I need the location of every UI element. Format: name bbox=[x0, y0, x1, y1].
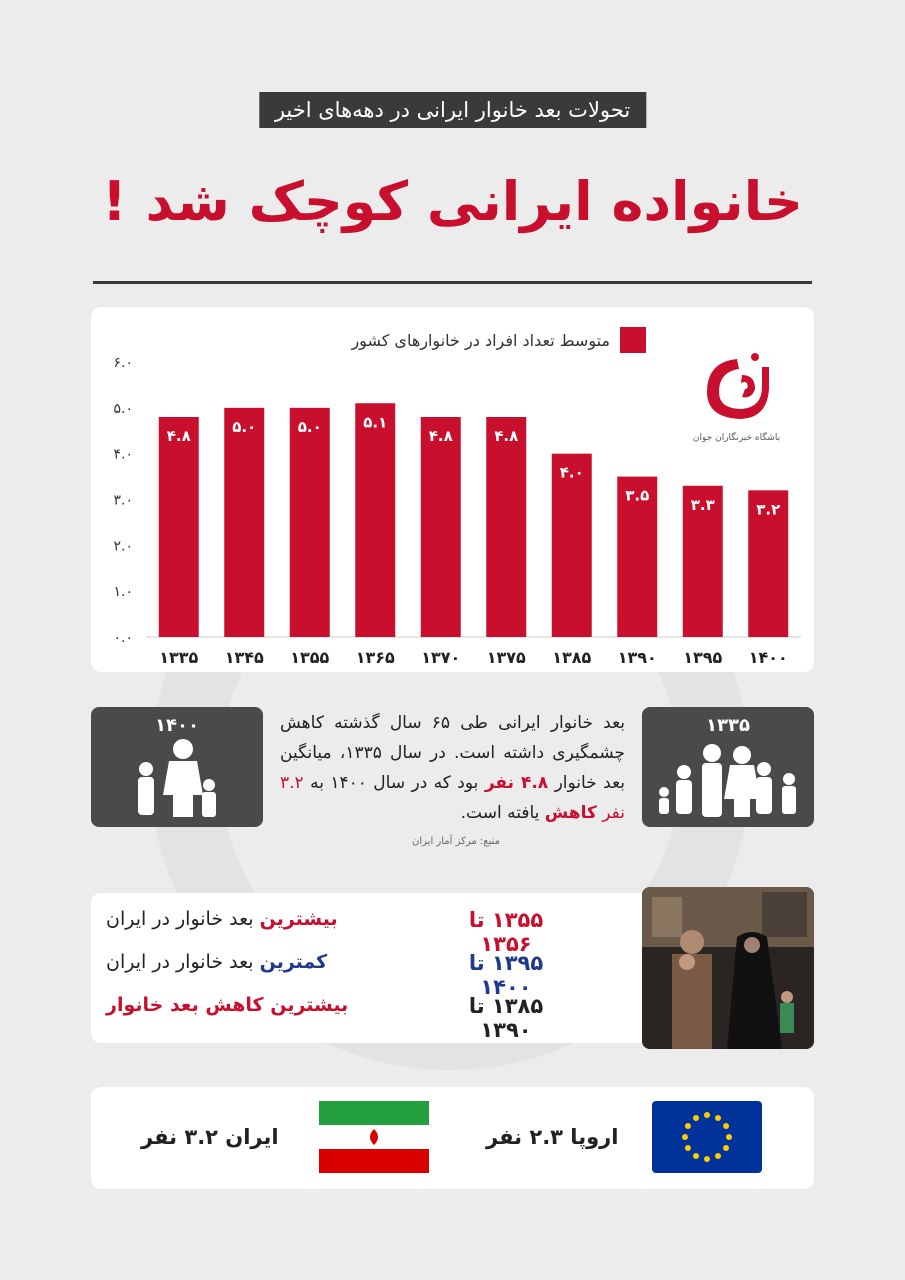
y-tick-label: ۵.۰ bbox=[113, 400, 133, 417]
fact-label: کمترین بعد خانوار در ایران bbox=[106, 951, 328, 973]
eu-star-icon bbox=[704, 1112, 710, 1118]
yjc-logo-icon bbox=[697, 347, 777, 427]
page-title: خانواده ایرانی کوچک شد ! bbox=[102, 170, 803, 233]
eu-star-icon bbox=[682, 1134, 688, 1140]
x-tick-label: ۱۳۴۵ bbox=[224, 648, 264, 667]
bar-value-label: ۵.۱ bbox=[363, 413, 388, 432]
title-divider bbox=[93, 281, 812, 284]
desc-value-1400: ۳.۲ نفر bbox=[280, 773, 625, 823]
small-family-icon bbox=[91, 707, 263, 827]
bar-value-label: ۳.۲ bbox=[756, 500, 781, 519]
logo-text: باشگاه خبرنگاران جوان bbox=[692, 433, 781, 443]
desc-value-1335: ۴.۸ نفر bbox=[484, 773, 549, 793]
chart-title: متوسط تعداد افراد در خانوارهای کشور bbox=[351, 330, 610, 350]
fact-range: ۱۳۵۵ تا ۱۳۵۶ bbox=[468, 908, 544, 956]
panel-1335 bbox=[642, 707, 814, 827]
fact-label: بیشترین بعد خانوار در ایران bbox=[106, 908, 338, 930]
source-note: منبع: مرکز آمار ایران bbox=[412, 836, 500, 847]
eu-flag-icon bbox=[652, 1101, 762, 1173]
x-tick-label: ۱۳۹۰ bbox=[617, 648, 657, 667]
eu-star-icon bbox=[715, 1153, 721, 1159]
x-tick-label: ۱۳۸۵ bbox=[552, 648, 592, 667]
panel-1400 bbox=[91, 707, 263, 827]
fact-label: بیشترین کاهش بعد خانوار bbox=[106, 994, 349, 1016]
eu-star-icon bbox=[704, 1156, 710, 1162]
desc-part2: بود که در سال ۱۴۰۰ به bbox=[310, 773, 479, 793]
fact-range: ۱۳۸۵ تا ۱۳۹۰ bbox=[468, 994, 544, 1042]
eu-star-icon bbox=[726, 1134, 732, 1140]
x-tick-label: ۱۳۶۵ bbox=[355, 648, 395, 667]
desc-reduction-word: کاهش bbox=[544, 803, 597, 823]
bar-value-label: ۳.۵ bbox=[625, 486, 650, 505]
y-tick-label: ۱.۰ bbox=[113, 584, 133, 601]
x-tick-label: ۱۳۷۰ bbox=[421, 648, 461, 667]
yjc-logo bbox=[689, 347, 784, 443]
family-photo bbox=[642, 887, 814, 1049]
eu-star-icon bbox=[715, 1115, 721, 1121]
panel-year-old: ۱۳۳۵ bbox=[706, 715, 750, 736]
y-tick-label: ۳.۰ bbox=[113, 492, 133, 509]
large-family-icon bbox=[642, 707, 814, 827]
bar-value-label: ۴.۸ bbox=[166, 427, 191, 445]
x-tick-label: ۱۳۹۵ bbox=[683, 648, 723, 667]
bar bbox=[486, 417, 526, 637]
bar-value-label: ۴.۸ bbox=[428, 427, 453, 445]
bar-value-label: ۴.۰ bbox=[559, 463, 584, 482]
header-subtitle: تحولات بعد خانوار ایرانی در دهه‌های اخیر bbox=[259, 92, 646, 128]
bar bbox=[224, 408, 264, 637]
bar-value-label: ۵.۰ bbox=[297, 417, 322, 436]
y-tick-label: ۴.۰ bbox=[113, 446, 133, 463]
fact-range: ۱۳۹۵ تا ۱۴۰۰ bbox=[468, 951, 544, 999]
x-tick-label: ۱۳۵۵ bbox=[290, 648, 330, 667]
legend-swatch bbox=[620, 327, 646, 353]
panel-year-new: ۱۴۰۰ bbox=[155, 715, 199, 736]
bar bbox=[355, 403, 395, 637]
bar-value-label: ۵.۰ bbox=[232, 417, 257, 436]
bar bbox=[159, 417, 199, 637]
y-tick-label: ۶.۰ bbox=[113, 355, 133, 371]
eu-star-icon bbox=[693, 1153, 699, 1159]
x-tick-label: ۱۳۷۵ bbox=[486, 648, 526, 667]
bar-value-label: ۴.۸ bbox=[494, 427, 519, 445]
x-tick-label: ۱۳۳۵ bbox=[159, 648, 199, 667]
chart-card bbox=[91, 307, 814, 672]
description-text bbox=[280, 708, 625, 828]
eu-star-icon bbox=[723, 1145, 729, 1151]
desc-part3: یافته است. bbox=[460, 803, 540, 823]
bar bbox=[290, 408, 330, 637]
family-photo-image bbox=[642, 887, 814, 1049]
bar-value-label: ۳.۳ bbox=[690, 495, 715, 514]
iran-flag-icon bbox=[319, 1101, 429, 1173]
eu-star-icon bbox=[685, 1145, 691, 1151]
bar bbox=[421, 417, 461, 637]
chart-legend bbox=[351, 327, 646, 353]
eu-star-icon bbox=[685, 1123, 691, 1129]
x-tick-label: ۱۴۰۰ bbox=[748, 648, 788, 667]
desc-part1: بعد خانوار ایرانی طی ۶۵ سال گذشته کاهش چشمگیری داشته است. در سال ۱۳۳۵، میانگین بعد خانوار bbox=[280, 713, 626, 793]
eu-star-icon bbox=[693, 1115, 699, 1121]
iran-stat: ایران ۳.۲ نفر bbox=[141, 1125, 279, 1149]
y-tick-label: ۲.۰ bbox=[113, 538, 133, 555]
comparison-card bbox=[91, 1087, 814, 1189]
europe-stat: اروپا ۲.۳ نفر bbox=[486, 1125, 619, 1149]
eu-star-icon bbox=[723, 1123, 729, 1129]
y-tick-label: ۰.۰ bbox=[113, 630, 133, 646]
